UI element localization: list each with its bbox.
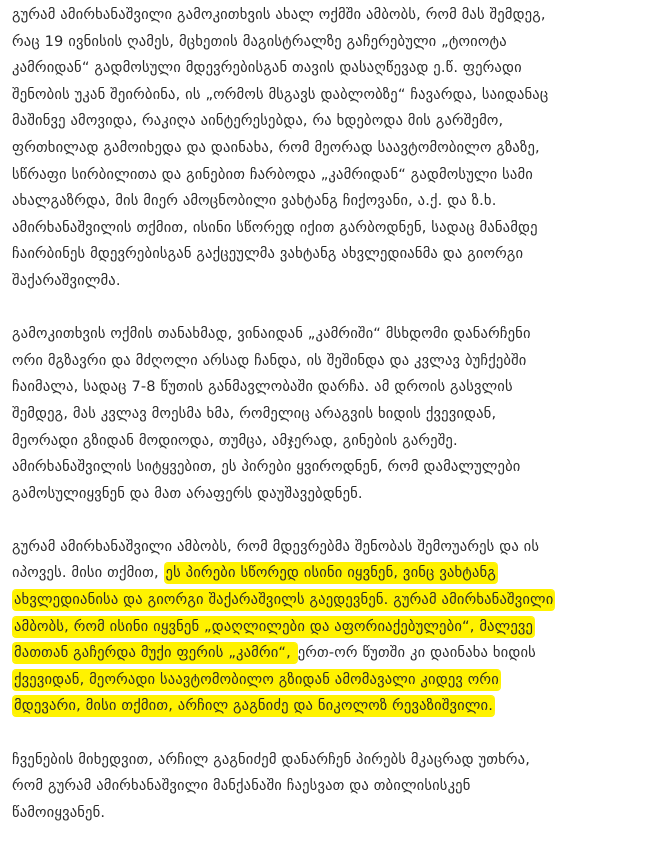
text-line [12,587,662,614]
text-line [12,215,662,242]
text-segment: მეორადი გზიდან მოდიოდა, თუმცა, ამჯერად, გინების გარეშე. [12,431,458,449]
text-segment: მაშინვე ამოვიდა, რაკიღა აინტერესებდა, რა ხდებოდა მის გარშემო, [12,112,504,130]
text-line [12,321,662,348]
text-line [12,614,662,641]
text-line [12,747,662,774]
text-line [12,374,662,401]
highlighted-text: ეს პირები სწორედ ისინი იყვნენ, ვინც ვახტანგ [165,564,496,582]
text-segment: ახალგაზრდა, მის მიერ ამოცნობილი ვახტანგ ჩიქოვანი, ა.ქ. და ზ.ხ. [12,192,497,210]
paragraph-spacer [12,720,662,747]
text-segment: გურამ ამირხანაშვილი ამბობს, რომ მდევრებმა შენობას შემოუარეს და ის [12,537,540,555]
text-line [12,640,662,667]
text-segment: იპოვეს. მისი თქმით, [12,564,164,582]
text-line [12,693,662,720]
text-line [12,188,662,215]
text-segment: გამოკითხვის ოქმის თანახმად, ვინაიდან „კამრიში“ მსხდომი დანარჩენი [12,325,531,343]
text-line [12,800,662,827]
text-line [12,667,662,694]
text-line [12,773,662,800]
text-line [12,82,662,109]
text-line [12,428,662,455]
paragraph-spacer [12,507,662,534]
highlighted-text: ამბობს, რომ ისინი იყვნენ „დაღლილები და აფორიაქებულები“, მალევე [14,617,534,635]
text-line [12,135,662,162]
article-body [12,2,662,826]
paragraph [12,534,662,720]
text-line [12,560,662,587]
text-segment: სწრაფი სირბილითა და გინებით ჩარბოდა „კამრიდან“ გადმოსული სამი [12,165,533,183]
text-segment: შენობის უკან შეირბინა, ის „ორმოს მსგავს დაბლობზე“ ჩავარდა, საიდანაც [12,85,549,103]
text-segment: გამოსულიყვნენ და მათ არაფერს დაუშავებდნენ. [12,484,363,502]
text-segment: გურამ ამირხანაშვილი გამოკითხვის ახალ ოქმში ამბობს, რომ მას შემდეგ, [12,6,546,23]
text-line [12,108,662,135]
text-line [12,454,662,481]
text-line [12,348,662,375]
text-line [12,29,662,56]
text-line [12,268,662,295]
text-line [12,2,662,29]
highlighted-text: ახვლედიანისა და გიორგი შაქარაშვილს გაედევნენ. გურამ ამირხანაშვილი [14,591,554,609]
text-line [12,55,662,82]
text-segment: შემდეგ, მას კვლავ მოესმა ხმა, რომელიც არაგვის ხიდის ქვევიდან, [12,404,497,422]
text-segment: კამრიდან“ გადმოსული მდევრებისგან თავის დასაღწევად ე.წ. ფერადი [12,59,522,77]
text-line [12,241,662,268]
text-segment: ჩაირბინეს მდევრებისგან გაქცეულმა ვახტანგ ახვლედიანმა და გიორგი [12,245,524,263]
text-segment: რომ გურამ ამირხანაშვილი მანქანაში ჩაესვათ და თბილისისკენ [12,777,471,795]
text-segment: წამოიყვანენ. [12,803,106,821]
highlighted-text: მათთან გაჩერდა მუქი ფერის „კამრი“, [14,644,296,662]
text-line [12,481,662,508]
paragraph [12,747,662,827]
text-segment: ჩვენების მიხედვით, არჩილ გაგნიძემ დანარჩენ პირებს მკაცრად უთხრა, [12,750,531,768]
paragraph [12,2,662,295]
text-line [12,162,662,189]
text-segment: რაც 19 ივნისის ღამეს, მცხეთის მაგისტრალზე გაჩერებული „ტოიოტა [12,32,507,50]
paragraph-spacer [12,295,662,322]
text-segment: ორი მგზავრი და მძღოლი არსად ჩანდა, ის შეშინდა და კვლავ ბუჩქებში [12,351,527,369]
highlighted-text: მდევარი, მისი თქმით, არჩილ გაგნიძე და ნიკოლოზ რევაზიშვილი. [14,697,494,715]
text-line [12,534,662,561]
highlighted-text: ქვევიდან, მეორადი საავტომობილო გზიდან ამომავალი კიდევ ორი [14,670,499,688]
text-segment: ამირხანაშვილის თქმით, ისინი სწორედ იქით გარბოდნენ, სადაც მანამდე [12,218,538,236]
text-segment: ერთ-ორ წუთში კი დაინახა ხიდის [297,644,536,662]
text-segment: ჩაიმალა, სადაც 7-8 წუთის განმავლობაში დარჩა. ამ დროის გასვლის [12,378,513,396]
text-line [12,401,662,428]
text-segment: ფრთხილად გამოიხედა და დაინახა, რომ მეორად საავტომობილო გზაზე, [12,138,540,156]
text-segment: ამირხანაშვილის სიტყვებით, ეს პირები ყვიროდნენ, რომ დამალულები [12,458,521,476]
paragraph [12,321,662,507]
text-segment: შაქარაშვილმა. [12,271,121,289]
